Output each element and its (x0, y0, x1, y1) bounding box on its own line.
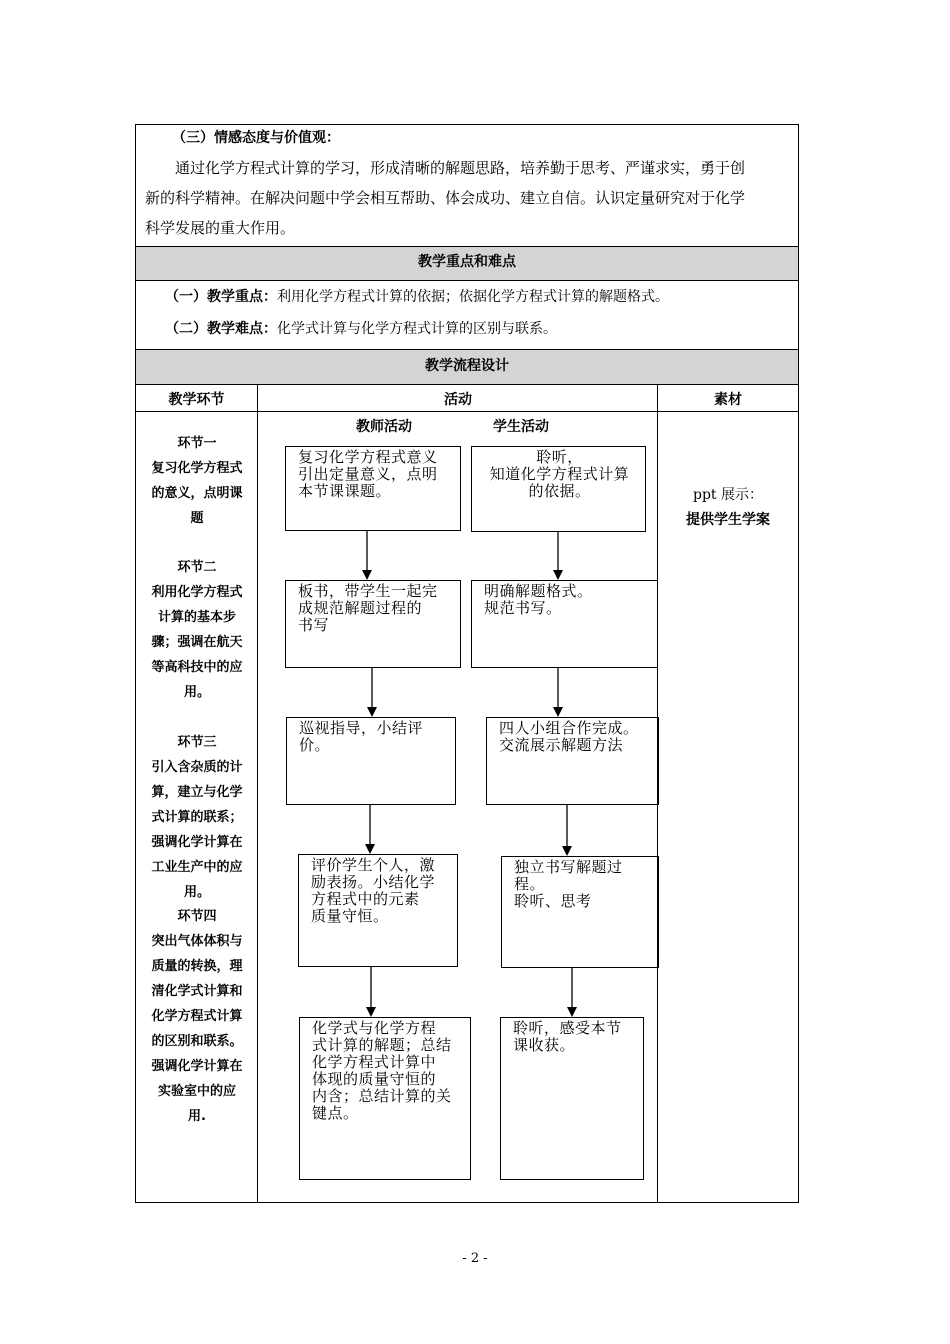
section3-heading: （三）情感态度与价值观： (172, 130, 340, 146)
student-activity-header: 学生活动 (493, 419, 549, 435)
stage-2-title: 环节二 (177, 560, 217, 575)
stage-2-desc: 利用化学方程式 计算的基本步 骤；强调在航天 等高科技中的应 用。 (151, 585, 243, 700)
focus-label: （一）教学重点： (165, 289, 277, 305)
difficulty-label: （二）教学难点： (165, 321, 277, 337)
teacher-box-4-text: 评价学生个人，激 励表扬。小结化学 方程式中的元素 质量守恒。 (311, 856, 436, 925)
student-box-3-text: 四人小组合作完成。 交流展示解题方法 (499, 719, 639, 754)
student-box-2-text: 明确解题格式。 规范书写。 (484, 582, 593, 617)
teacher-box-1-text: 复习化学方程式意义 引出定量意义，点明 本节课课题。 (298, 448, 438, 500)
student-box-1-text: 聆听， 知道化学方程式计算 的依据。 (489, 448, 630, 500)
focus-text: 利用化学方程式计算的依据；依据化学方程式计算的解题格式。 (277, 289, 669, 305)
teacher-box-2-text: 板书，带学生一起完 成规范解题过程的 书写 (298, 582, 438, 634)
teacher-box-3-text: 巡视指导，小结评价。 (299, 719, 424, 754)
flow-header: 教学流程设计 (425, 358, 509, 374)
stage-4-desc: 突出气体体积与 质量的转换，理 清化学式计算和 化学方程式计算 的区别和联系。 强调化学计算在 实验室中的应 用. (151, 934, 243, 1124)
stage-1-title: 环节一 (177, 436, 217, 451)
section3-paragraph-line3: 科学发展的重大作用。 (145, 219, 296, 237)
col-header-stage: 教学环节 (168, 392, 225, 408)
material-line1: ppt 展示： (693, 487, 763, 503)
key-points-header: 教学重点和难点 (418, 254, 516, 270)
material-line2: 提供学生学案 (686, 512, 770, 528)
col-header-activity: 活动 (444, 392, 472, 408)
stage-3-desc: 引入含杂质的计 算，建立与化学 式计算的联系； 强调化学计算在 工业生产中的应 用。 (151, 760, 243, 900)
student-box-5-text: 聆听，感受本节 课收获。 (513, 1019, 622, 1054)
teacher-activity-header: 教师活动 (356, 419, 412, 435)
stage-4-title: 环节四 (177, 909, 217, 924)
difficulty-text: 化学式计算与化学方程式计算的区别与联系。 (277, 321, 557, 337)
section3-paragraph-line1: 通过化学方程式计算的学习，形成清晰的解题思路，培养勤于思考、严谨求实，勇于创 (175, 159, 746, 177)
col-header-material: 素材 (714, 392, 742, 408)
section3-paragraph-line2: 新的科学精神。在解决问题中学会相互帮助、体会成功、建立自信。认识定量研究对于化学 (145, 189, 746, 207)
teacher-box-5-text: 化学式与化学方程 式计算的解题；总结 化学方程式计算中 体现的质量守恒的 内含；总结计算的关 键点。 (312, 1019, 452, 1122)
student-box-4-text: 独立书写解题过 程。 聆听、思考 (514, 858, 623, 910)
stage-3-title: 环节三 (177, 735, 217, 750)
page-number: - 2 - (462, 1251, 488, 1266)
stage-1-desc: 复习化学方程式 的意义，点明课 题 (151, 461, 243, 526)
